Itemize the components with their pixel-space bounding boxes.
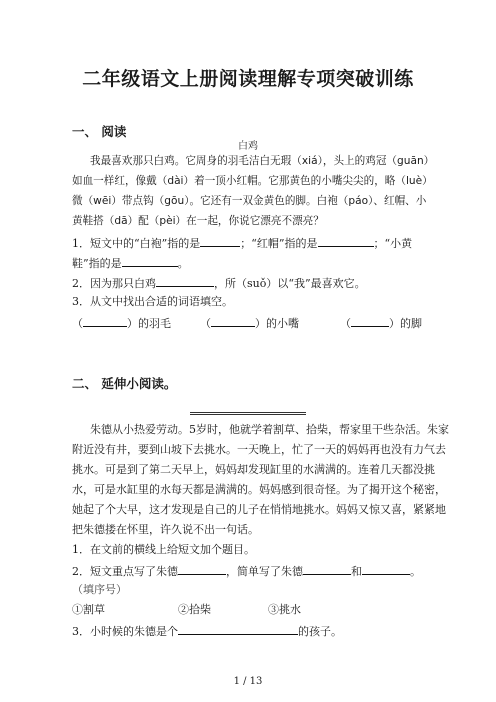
answer-blank[interactable] — [303, 564, 351, 575]
question-1-2 — [72, 276, 366, 290]
fill-item-3 — [340, 316, 422, 330]
question-text: ，所（suǒ）以“我”最喜欢它。 — [214, 277, 366, 290]
fill-item-2 — [200, 316, 299, 330]
passage-1-line: 黄鞋搭（dā）配（pèi）在一起，你说它漂亮不漂亮？ — [72, 215, 324, 227]
answer-blank[interactable] — [156, 276, 214, 287]
passage-2-line: 水，可是水缸里的水每天都是满满的。妈妈感到很奇怪。为了揭开这个秘密， — [72, 483, 446, 496]
question-2-2-hint: （填序号） — [72, 583, 127, 596]
answer-blank[interactable] — [178, 624, 298, 635]
question-text: ；“小黄 — [373, 237, 413, 250]
passage-2-line: 挑水。可是到了第二天早上，妈妈却发现缸里的水满满的。连着几天都没挑 — [72, 463, 435, 476]
answer-blank[interactable] — [362, 564, 410, 575]
question-2-2 — [72, 564, 421, 578]
question-text: ，简单写了朱德 — [226, 565, 303, 578]
title-answer-line-double — [190, 414, 306, 415]
section-2-heading: 二、 延伸小阅读。 — [72, 376, 177, 391]
question-1-3: 3．从文中找出合适的词语填空。 — [72, 295, 233, 308]
question-1-1 — [72, 236, 412, 250]
question-text: 2．因为那只白鸡 — [72, 277, 156, 290]
question-text: ；“红帽”指的是 — [240, 237, 318, 250]
answer-blank[interactable] — [122, 256, 178, 267]
paren: （ — [200, 317, 211, 330]
passage-1-line: 微（wēi）带点钩（gōu）。它还有一双金黄色的脚。白袍（páo）、红帽、小 — [72, 195, 427, 207]
answer-blank[interactable] — [351, 316, 389, 327]
answer-blank[interactable] — [200, 236, 240, 247]
passage-1-line: 如血一样红，像戴（dài）着一顶小红帽。它那黄色的小嘴尖尖的，略（luè） — [72, 175, 433, 187]
question-text: 3．小时候的朱德是个 — [72, 625, 178, 638]
question-text: 鞋”指的是 — [72, 257, 122, 270]
option-2: ②拾柴 — [178, 603, 211, 616]
option-1: ①割草 — [72, 603, 105, 616]
passage-1-title: 白鸡 — [238, 141, 258, 152]
question-2-1: 1．在文前的横线上给短文加个题目。 — [72, 543, 255, 556]
passage-2-line: 朱德从小热爱劳动。5岁时，他就学着割草、拾柴，帮家里干些杂活。朱家 — [90, 423, 449, 436]
question-text: 1．短文中的“白袍”指的是 — [72, 237, 201, 250]
passage-2-line: 附近没有井，要到山坡下去挑水。一天晚上，忙了一天的妈妈再也没有力气去 — [72, 443, 446, 456]
question-1-1-cont — [72, 256, 189, 270]
answer-blank[interactable] — [83, 316, 127, 327]
fill-label: ）的脚 — [389, 317, 422, 330]
answer-blank[interactable] — [318, 236, 374, 247]
fill-label: ）的小嘴 — [255, 317, 299, 330]
question-text: 。 — [177, 257, 189, 270]
paren: （ — [340, 317, 351, 330]
question-text: 。 — [410, 565, 421, 578]
question-text: 2．短文重点写了朱德 — [72, 565, 178, 578]
fill-label: ）的羽毛 — [127, 317, 171, 330]
question-text: 和 — [351, 565, 362, 578]
section-1-heading: 一、 阅读 — [72, 124, 127, 139]
question-2-3 — [72, 624, 342, 638]
option-3: ③挑水 — [268, 603, 301, 616]
document-title: 二年级语文上册阅读理解专项突破训练 — [82, 68, 414, 90]
page-number: 1 / 13 — [233, 676, 263, 687]
passage-2-line: 把朱德搂在怀里，许久说不出一句话。 — [72, 523, 259, 536]
answer-blank[interactable] — [178, 564, 226, 575]
passage-2-line: 她起了个大早，这才发现是自己的儿子在悄悄地挑水。妈妈又惊又喜，紧紧地 — [72, 503, 446, 516]
paren: （ — [72, 317, 83, 330]
passage-1-line: 我最喜欢那只白鸡。它周身的羽毛洁白无瑕（xiá），头上的鸡冠（guān） — [90, 155, 435, 167]
fill-item-1 — [72, 316, 171, 330]
question-text: 的孩子。 — [298, 625, 342, 638]
answer-blank[interactable] — [211, 316, 255, 327]
title-answer-line[interactable] — [190, 412, 306, 413]
